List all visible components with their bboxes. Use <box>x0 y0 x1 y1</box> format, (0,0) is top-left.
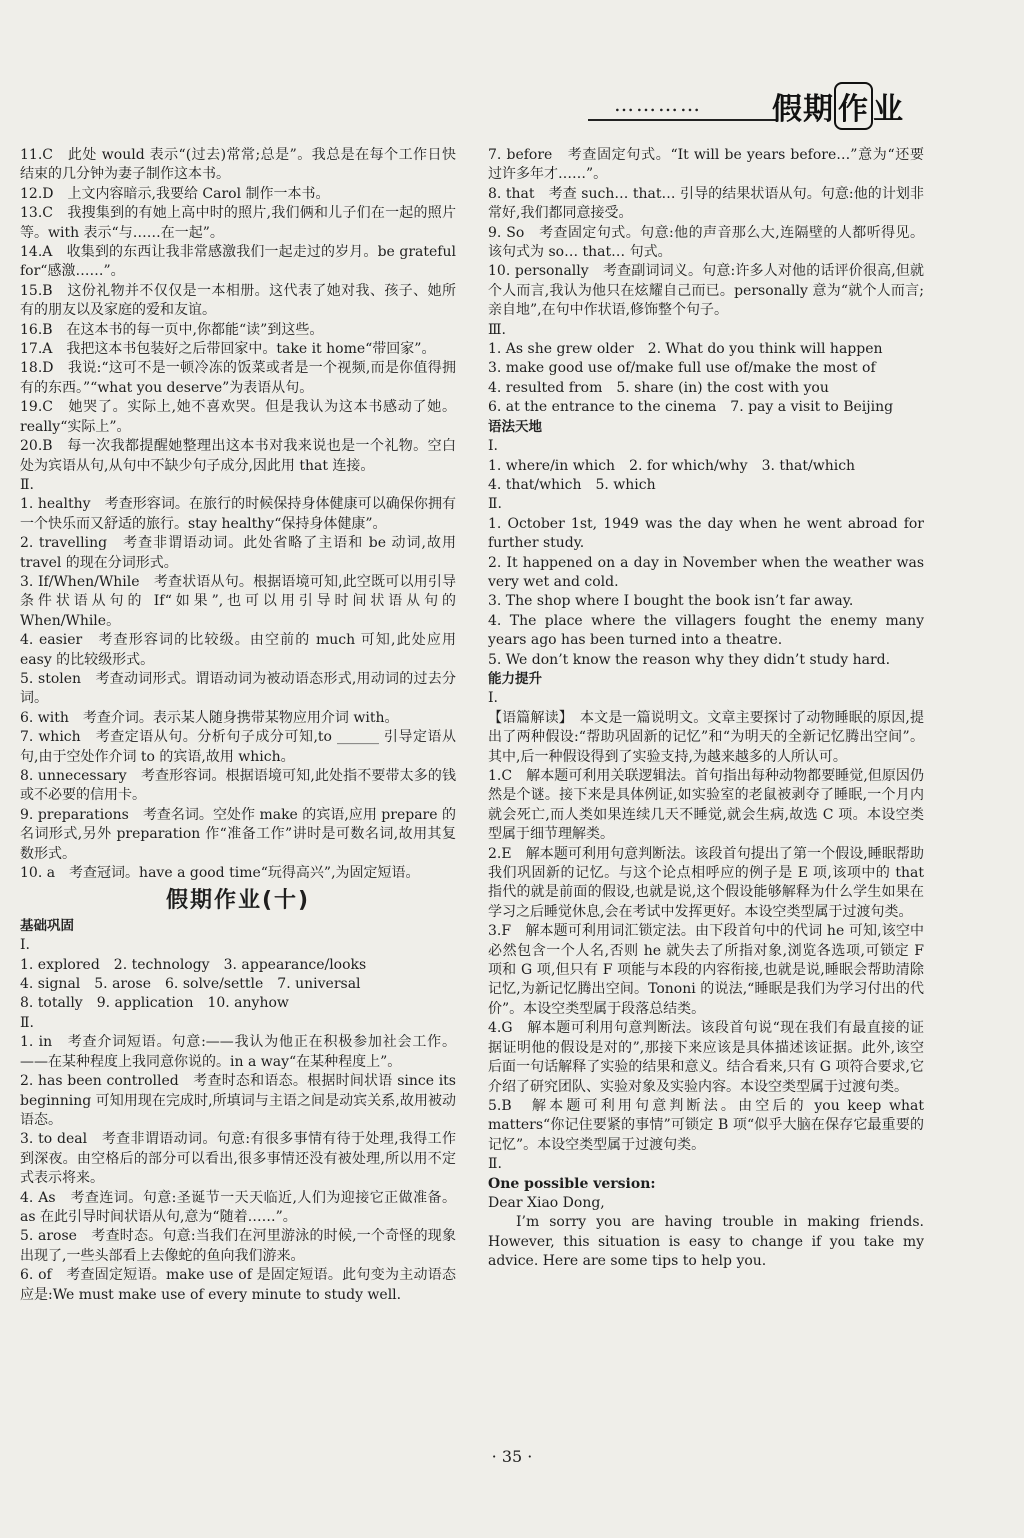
right-column <box>488 146 924 1272</box>
answer-line: 3. If/When/While 考查状语从句。根据语境可知,此空既可以用引导条件状语从句的 If“如果”,也可以用引导时间状语从句的 When/While。 <box>20 573 456 629</box>
answer-line: 8. that 考查 such… that… 引导的结果状语从句。句意:他的计划非常好,我们都同意接受。 <box>488 185 924 222</box>
answer-line: 4. signal 5. arose 6. solve/settle 7. universal <box>20 976 361 993</box>
answer-line: 8. totally 9. application 10. anyhow <box>20 995 289 1012</box>
answer-line: 5. arose 考查时态。句意:当我们在河里游泳的时候,一个奇怪的现象出现了,一些头部看上去像蛇的鱼向我们游来。 <box>20 1228 456 1264</box>
answer-line: 1. where/in which 2. for which/why 3. that/which <box>488 457 856 474</box>
answer-line: Ⅱ. <box>488 1156 502 1173</box>
answer-line: Ⅱ. <box>20 476 34 493</box>
answer-line: 2.E 解本题可利用句意判断法。该段首句提出了第一个假设,睡眠帮助我们巩固新的记忆。与这个论点相呼应的例子是 E 项,该项中的 that 指代的就是前面的假设,也就是说,这个假设能够解释为什么学生如果在学习之后睡觉休息,会在考试中发挥更好。本设空类型属于过渡句类。 <box>488 845 924 920</box>
answer-line: 13.C 我搜集到的有她上高中时的照片,我们俩和儿子们在一起的照片等。with 表示“与……在一起”。 <box>20 205 456 241</box>
letter-version: One possible version: <box>488 1175 656 1192</box>
answer-line: Ⅱ. <box>20 1014 34 1031</box>
answer-line: 18.D 我说:“这可不是一顿冷冻的饭菜或者是一个视频,而是你值得拥有的东西。”“what you deserve”为表语从句。 <box>20 360 456 396</box>
answer-line: 7. which 考查定语从句。分析句子成分可知,to ______ 引导定语从句,由于空处作介词 to 的宾语,故用 which。 <box>20 729 456 765</box>
answer-line: 14.A 收集到的东西让我非常感激我们一起走过的岁月。be grateful for“感激……”。 <box>20 244 456 280</box>
answer-list-right <box>488 146 924 1175</box>
answer-line: 16.B 在这本书的每一页中,你都能“读”到这些。 <box>20 321 324 338</box>
answer-line: Ⅰ. <box>20 937 30 954</box>
answer-line: 11.C 此处 would 表示“(过去)常常;总是”。我总是在每个工作日快结束的几分钟为妻子制作这本书。 <box>20 147 456 183</box>
sample-letter <box>488 1175 924 1272</box>
answer-line: 4. The place where the villagers fought the enemy many years ago has been turned into a theatre. <box>488 612 924 649</box>
section-title: 假期作业(十) <box>165 888 311 914</box>
answer-line: 3. make good use of/make full use of/make the most of <box>488 360 876 377</box>
answer-line: 17.A 我把这本书包装好之后带回家中。take it home“带回家”。 <box>20 341 436 358</box>
answer-line: 20.B 每一次我都提醒她整理出这本书对我来说也是一个礼物。空白处为宾语从句,从句中不缺少句子成分,因此用 that 连接。 <box>20 438 456 474</box>
answer-line: 2. has been controlled 考查时态和语态。根据时间状语 since its beginning 可知用现在完成时,所填词与主语之间是动宾关系,故用被动语态。 <box>20 1073 456 1128</box>
brand-part-a: 假期 <box>772 92 834 127</box>
header-rule <box>588 119 778 121</box>
answer-line: 4. resulted from 5. share (in) the cost with you <box>488 379 829 396</box>
left-column <box>20 146 456 1305</box>
answer-line: 6. of 考查固定短语。make use of 是固定短语。此句变为主动语态应是:We must make use of every minute to study well. <box>20 1267 456 1303</box>
letter-body: I’m sorry you are having trouble in making friends. However, this situation is easy to change if you take my advice. Here are some tips to help you. <box>488 1214 924 1270</box>
answer-line: 1.C 解本题可利用关联逻辑法。首句指出每种动物都要睡觉,但原因仍然是个谜。接下来是具体例证,如实验室的老鼠被剥夺了睡眠,一个月内就会死亡,而人类如果连续几天不睡觉,就会生病,故选 C 项。本设空类型属于细节理解类。 <box>488 768 924 843</box>
answer-line: Ⅰ. <box>488 438 498 455</box>
answer-line: 3. The shop where I bought the book isn’t far away. <box>488 593 854 610</box>
answer-line: 5. We don’t know the reason why they didn’t study hard. <box>488 651 891 668</box>
answer-list-top <box>20 146 456 883</box>
section-heading: 能力提升 <box>488 670 542 687</box>
brand-part-c: 业 <box>873 92 904 127</box>
brand-title <box>772 82 904 130</box>
answer-line: 7. before 考查固定句式。“It will be years before…”意为“还要过许多年才……”。 <box>488 147 924 183</box>
answer-line: 10. a 考查冠词。have a good time“玩得高兴”,为固定短语。 <box>20 865 420 882</box>
answer-line: 4. that/which 5. which <box>488 476 656 493</box>
answer-line: 1. As she grew older 2. What do you think will happen <box>488 341 883 358</box>
answer-line: 15.B 这份礼物并不仅仅是一本相册。这代表了她对我、孩子、她所有的朋友以及家庭的爱和友谊。 <box>20 282 456 319</box>
answer-line: 6. at the entrance to the cinema 7. pay a visit to Beijing <box>488 399 894 416</box>
brand-part-b: 作 <box>834 82 873 130</box>
answer-line: 10. personally 考查副词词义。句意:许多人对他的话评价很高,但就个人而言,我认为他只在炫耀自己而已。personally 意为“就个人而言;亲自地”,在句中作状语,修饰整个句子。 <box>488 263 924 319</box>
answer-line: 3.F 解本题可利用词汇锁定法。由下段首句中的代词 he 可知,该空中必然包含一个人名,否则 he 就失去了所指对象,浏览各选项,可锁定 F 项和 G 项,但只有 F 项能与本段的内容衔接,也就是说,睡眠会帮助清除记忆,为新记忆腾出空间。Tononi 的说法,“睡眠是我们为学习付出的代价”。本设空类型属于段落总结类。 <box>488 923 924 1017</box>
answer-line: 【语篇解读】 本文是一篇说明文。文章主要探讨了动物睡眠的原因,提出了两种假设:“帮助巩固新的记忆”和“为明天的全新记忆腾出空间”。其中,后一种假设得到了实验支持,为越来越多的人所认可。 <box>488 709 924 765</box>
answer-line: 2. It happened on a day in November when the weather was very wet and cold. <box>488 554 924 590</box>
answer-line: 3. to deal 考查非谓语动词。句意:有很多事情有待于处理,我得工作到深夜。由空格后的部分可以看出,很多事情还没有被处理,所以用不定式表示将来。 <box>20 1131 456 1187</box>
answer-line: Ⅰ. <box>488 690 498 707</box>
answer-line: 8. unnecessary 考查形容词。根据语境可知,此处指不要带太多的钱或不必要的信用卡。 <box>20 768 456 804</box>
answer-line: 1. in 考查介词短语。句意:——我认为他正在积极参加社会工作。——在某种程度上我同意你说的。in a way“在某种程度上”。 <box>20 1034 456 1070</box>
page-number: · 35 · <box>491 1447 533 1466</box>
answer-line: 5.B 解本题可利用句意判断法。由空后的 you keep what matters“你记住要紧的事情”可锁定 B 项“似乎大脑在保存它最重要的记忆”。本设空类型属于过渡句类。 <box>488 1097 924 1153</box>
answer-line: 19.C 她哭了。实际上,她不喜欢哭。但是我认为这本书感动了她。really“实际上”。 <box>20 399 456 435</box>
answer-line: 4.G 解本题可利用句意判断法。该段首句说“现在我们有最直接的证据证明他的假设是对的”,那接下来应该是具体描述该证据。此外,该空后面一句话解释了实验的结果和意义。结合看来,只有 G 项符合要求,它介绍了研究团队、实验对象及实验内容。本设空类型属于过渡句类。 <box>488 1020 924 1095</box>
answer-line: 9. So 考查固定句式。句意:他的声音那么大,连隔壁的人都听得见。该句式为 so… that… 句式。 <box>488 224 924 261</box>
answer-list-bottom <box>20 917 456 1305</box>
header-dots: ………… <box>614 92 702 116</box>
section-heading: 基础巩固 <box>20 917 74 934</box>
letter-greeting: Dear Xiao Dong, <box>488 1194 605 1211</box>
answer-line: 1. explored 2. technology 3. appearance/looks <box>20 956 367 973</box>
answer-line: 2. travelling 考查非谓语动词。此处省略了主语和 be 动词,故用 travel 的现在分词形式。 <box>20 535 456 571</box>
answer-line: 1. healthy 考查形容词。在旅行的时候保持身体健康可以确保你拥有一个快乐而又舒适的旅行。stay healthy“保持身体健康”。 <box>20 496 456 532</box>
section-heading: 语法天地 <box>488 418 542 435</box>
answer-line: Ⅲ. <box>488 321 506 338</box>
answer-line: Ⅱ. <box>488 496 502 513</box>
answer-line: 9. preparations 考查名词。空处作 make 的宾语,应用 prepare 的名词形式,另外 preparation 作“准备工作”讲时是可数名词,故用其复数形式。 <box>20 806 456 862</box>
answer-line: 4. As 考查连词。句意:圣诞节一天天临近,人们为迎接它正做准备。as 在此引导时间状语从句,意为“随着……”。 <box>20 1189 456 1225</box>
answer-line: 12.D 上文内容暗示,我要给 Carol 制作一本书。 <box>20 185 330 202</box>
answer-line: 5. stolen 考查动词形式。谓语动词为被动语态形式,用动词的过去分词。 <box>20 670 456 707</box>
answer-line: 4. easier 考查形容词的比较级。由空前的 much 可知,此处应用 easy 的比较级形式。 <box>20 632 456 668</box>
answer-line: 6. with 考查介词。表示某人随身携带某物应用介词 with。 <box>20 709 399 726</box>
answer-line: 1. October 1st, 1949 was the day when he went abroad for further study. <box>488 515 924 552</box>
